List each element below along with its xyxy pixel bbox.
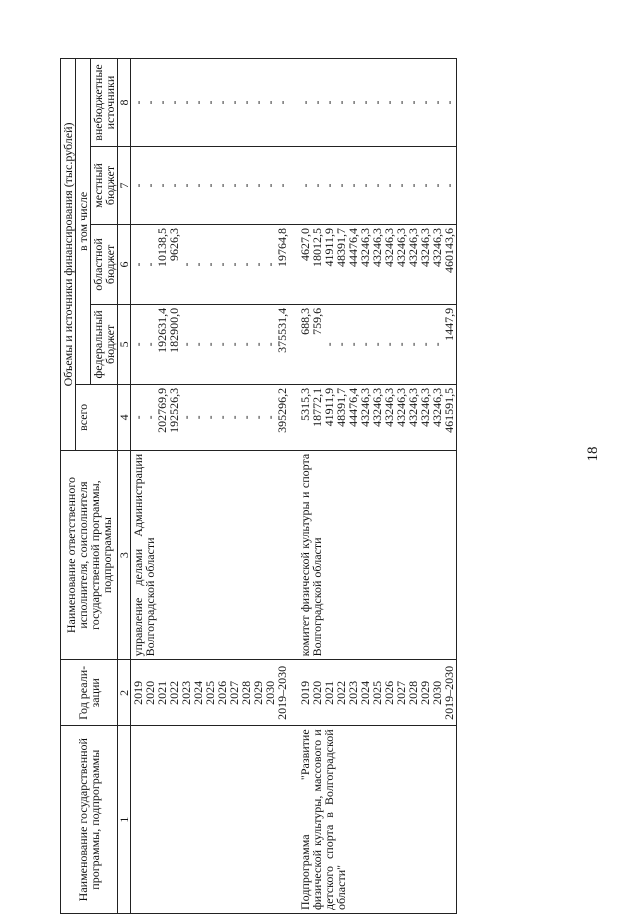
table-cell-value: 43246,3 — [430, 227, 444, 267]
table-cell-value: - — [418, 100, 432, 105]
header-col4: всего — [76, 384, 118, 450]
table-cell-value: 41911,9 — [322, 227, 336, 267]
table-cell-value: - — [203, 342, 217, 347]
table-cell-value: 44476,4 — [346, 387, 360, 427]
table-cell-value: - — [358, 100, 372, 105]
table-cell-value: 2024 — [191, 680, 205, 705]
table-cell-value: - — [239, 342, 253, 347]
table-cell-value: 2026 — [382, 680, 396, 705]
table-cell-value: - — [322, 183, 336, 188]
block2-name: Подпрограмма "Развитие физической культуры, массового и детского спорта в Волгоградской области" — [289, 726, 457, 914]
table-cell-value: - — [203, 415, 217, 420]
table-cell-value: - — [227, 415, 241, 420]
table-cell-value: - — [298, 183, 312, 188]
table-cell-value: 18772,1 — [310, 387, 324, 427]
table-cell-value: - — [251, 183, 265, 188]
table-cell-value: 43246,3 — [418, 387, 432, 427]
index-row — [118, 59, 131, 914]
table-cell-value: - — [131, 100, 145, 105]
table-cell-value: - — [227, 183, 241, 188]
table-cell-value: - — [346, 100, 360, 105]
table-cell-value: 44476,4 — [346, 227, 360, 267]
table-cell-value: 43246,3 — [358, 227, 372, 267]
block1-name — [131, 726, 290, 914]
table-cell-value: 461591,5 — [442, 387, 456, 433]
header-row-1 — [61, 59, 76, 914]
table-cell-value: - — [191, 415, 205, 420]
table-cell-value: - — [227, 342, 241, 347]
table-cell-value: 395296,2 — [275, 387, 289, 433]
table-cell-value: 2019 — [298, 680, 312, 705]
table-cell-value: - — [370, 342, 384, 347]
index-cell: 4 — [118, 384, 131, 450]
page-number: 18 — [585, 446, 601, 462]
table-cell-value: - — [131, 183, 145, 188]
table-cell-value: - — [418, 183, 432, 188]
table-cell-value: 192526,3 — [167, 387, 181, 433]
table-cell-value: 2027 — [227, 680, 241, 705]
table-cell-value: 41911,9 — [322, 387, 336, 427]
table-cell-value: 19764,8 — [275, 227, 289, 267]
block1-executor: управление делами Администрации Волгоградской области — [131, 450, 290, 660]
table-cell-value: - — [191, 183, 205, 188]
table-cell-value: 2020 — [143, 680, 157, 705]
table-cell-value: - — [131, 262, 145, 267]
table-cell-value: 43246,3 — [406, 387, 420, 427]
table-cell-value: 2024 — [358, 680, 372, 705]
table-cell-value: 688,3 — [298, 307, 312, 335]
block2-total — [289, 384, 457, 450]
table-cell-value: - — [346, 183, 360, 188]
table-cell-value: - — [310, 100, 324, 105]
header-col5: федеральный бюджет — [91, 304, 118, 384]
table-cell-value: 43246,3 — [358, 387, 372, 427]
table-cell-value: - — [430, 100, 444, 105]
table-cell-value: 43246,3 — [394, 227, 408, 267]
block1-local — [131, 147, 290, 225]
table-cell-value: - — [382, 342, 396, 347]
block1-federal — [131, 304, 290, 384]
header-col6: областной бюджет — [91, 224, 118, 304]
table-cell-value: 202769,9 — [155, 387, 169, 433]
table-cell-value: 2020 — [310, 680, 324, 705]
table-cell-value: - — [406, 342, 420, 347]
table-cell-value: - — [227, 100, 241, 105]
block2-federal — [289, 304, 457, 384]
table-cell-value: 2019–2030 — [442, 665, 456, 720]
table-cell-value: - — [203, 262, 217, 267]
table-cell-value: - — [155, 183, 169, 188]
table-cell-value: - — [406, 183, 420, 188]
table-cell-value: - — [358, 342, 372, 347]
table-cell-value: 2029 — [251, 680, 265, 705]
table-cell-value: 2028 — [406, 680, 420, 705]
table-cell-value: - — [179, 342, 193, 347]
table-cell-value: 2023 — [346, 680, 360, 705]
table-cell-value: 43246,3 — [406, 227, 420, 267]
table-cell-value: - — [179, 183, 193, 188]
table-cell-value: 2019–2030 — [275, 665, 289, 720]
table-cell-value: 48391,7 — [334, 387, 348, 427]
table-cell-value: 2021 — [322, 680, 336, 705]
index-cell: 7 — [118, 147, 131, 225]
table-cell-value: - — [239, 100, 253, 105]
table-cell-value: - — [215, 262, 229, 267]
financing-table — [60, 58, 457, 914]
block2-years — [289, 660, 457, 726]
table-cell-value: - — [322, 100, 336, 105]
table-cell-value: 43246,3 — [370, 227, 384, 267]
table-cell-value: 4627,0 — [298, 227, 312, 261]
table-cell-value: 43246,3 — [430, 387, 444, 427]
table-cell-value: 2022 — [167, 680, 181, 705]
header-in-total: в том числе — [76, 59, 91, 385]
table-cell-value: - — [370, 183, 384, 188]
block1-regional — [131, 224, 290, 304]
table-cell-value: - — [167, 100, 181, 105]
table-cell-value: - — [251, 342, 265, 347]
table-cell-value: - — [394, 342, 408, 347]
table-cell-value: 460143,6 — [442, 227, 456, 273]
table-cell-value: - — [143, 183, 157, 188]
header-col3: Наименование ответственного исполнителя, соисполнителя государственной программы, подпрограммы — [61, 450, 118, 660]
table-cell-value: 375531,4 — [275, 307, 289, 353]
block2-executor: комитет физической культуры и спорта Волгоградской области — [289, 450, 457, 660]
table-cell-value: 43246,3 — [418, 227, 432, 267]
table-cell-value: - — [382, 100, 396, 105]
table-cell-value: - — [143, 342, 157, 347]
table-cell-value: - — [203, 100, 217, 105]
table-cell-value: - — [310, 183, 324, 188]
table-cell-value: - — [155, 100, 169, 105]
table-cell-value: - — [215, 183, 229, 188]
table-cell-value: - — [251, 415, 265, 420]
index-cell: 6 — [118, 224, 131, 304]
header-col-group: Объемы и источники финансирования (тыс.рублей) — [61, 59, 76, 451]
index-cell: 2 — [118, 660, 131, 726]
table-cell-value: - — [263, 100, 277, 105]
block1-years — [131, 660, 290, 726]
table-cell-value: - — [251, 100, 265, 105]
table-cell-value: 2019 — [131, 680, 145, 705]
table-cell-value: - — [275, 183, 289, 188]
table-cell-value: - — [263, 415, 277, 420]
table-cell-value: - — [263, 262, 277, 267]
table-cell-value: 43246,3 — [382, 227, 396, 267]
block1-total — [131, 384, 290, 450]
table-cell-value: - — [263, 342, 277, 347]
block1-row — [131, 59, 290, 914]
table-cell-value: 2025 — [370, 680, 384, 705]
table-cell-value: 18012,5 — [310, 227, 324, 267]
table-cell-value: - — [239, 183, 253, 188]
table-cell-value: 9626,3 — [167, 227, 181, 261]
table-cell-value: - — [442, 100, 456, 105]
table-cell-value: 182900,0 — [167, 307, 181, 353]
table-cell-value: - — [179, 100, 193, 105]
table-cell-value: 2027 — [394, 680, 408, 705]
table-cell-value: - — [394, 183, 408, 188]
table-cell-value: - — [382, 183, 396, 188]
table-cell-value: 2022 — [334, 680, 348, 705]
table-cell-value: - — [406, 100, 420, 105]
table-cell-value: - — [215, 342, 229, 347]
header-col1: Наименование государственной программы, подпрограммы — [61, 726, 118, 914]
block2-regional — [289, 224, 457, 304]
index-cell: 1 — [118, 726, 131, 914]
table-cell-value: 43246,3 — [370, 387, 384, 427]
index-cell: 8 — [118, 59, 131, 147]
index-cell: 5 — [118, 304, 131, 384]
table-cell-value: - — [191, 262, 205, 267]
table-cell-value: - — [143, 415, 157, 420]
header-col8: внебюджетные источники — [91, 59, 118, 147]
table-cell-value: 2029 — [418, 680, 432, 705]
table-cell-value: - — [215, 415, 229, 420]
table-cell-value: - — [167, 183, 181, 188]
table-cell-value: 2026 — [215, 680, 229, 705]
table-cell-value: 192631,4 — [155, 307, 169, 353]
table-cell-value: - — [322, 342, 336, 347]
table-cell-value: - — [251, 262, 265, 267]
table-cell-value: 2030 — [430, 680, 444, 705]
block2-extra — [289, 59, 457, 147]
table-cell-value: 10138,5 — [155, 227, 169, 267]
table-cell-value: - — [179, 262, 193, 267]
table-cell-value: - — [143, 262, 157, 267]
table-cell-value: 2025 — [203, 680, 217, 705]
table-cell-value: 2023 — [179, 680, 193, 705]
table-cell-value: - — [215, 100, 229, 105]
table-cell-value: - — [191, 342, 205, 347]
table-cell-value: 759,6 — [310, 307, 324, 335]
block1-extra — [131, 59, 290, 147]
table-cell-value: - — [131, 342, 145, 347]
table-cell-value: 2030 — [263, 680, 277, 705]
table-cell-value: - — [203, 183, 217, 188]
table-cell-value: - — [370, 100, 384, 105]
table-cell-value: 48391,7 — [334, 227, 348, 267]
table-cell-value: - — [275, 100, 289, 105]
table-cell-value: 43246,3 — [394, 387, 408, 427]
table-cell-value: 1447,9 — [442, 307, 456, 341]
table-cell-value: - — [227, 262, 241, 267]
table-cell-value: - — [394, 100, 408, 105]
table-cell-value: - — [418, 342, 432, 347]
block2-local — [289, 147, 457, 225]
table-cell-value: - — [430, 183, 444, 188]
table-cell-value: - — [191, 100, 205, 105]
table-cell-value: - — [334, 100, 348, 105]
table-cell-value: - — [239, 415, 253, 420]
table-cell-value: - — [143, 100, 157, 105]
table-cell-value: - — [298, 100, 312, 105]
table-cell-value: - — [358, 183, 372, 188]
header-col7: местный бюджет — [91, 147, 118, 225]
table-cell-value: 5315,3 — [298, 387, 312, 421]
table-cell-value: 2021 — [155, 680, 169, 705]
header-col2: Год реали-зации — [61, 660, 118, 726]
index-cell: 3 — [118, 450, 131, 660]
table-cell-value: - — [179, 415, 193, 420]
table-cell-value: - — [346, 342, 360, 347]
table-cell-value: 43246,3 — [382, 387, 396, 427]
table-cell-value: - — [131, 415, 145, 420]
table-cell-value: - — [334, 342, 348, 347]
table-cell-value: - — [430, 342, 444, 347]
block2-row — [289, 59, 457, 914]
table-cell-value: - — [442, 183, 456, 188]
table-cell-value: - — [263, 183, 277, 188]
table-cell-value: - — [334, 183, 348, 188]
table-cell-value: 2028 — [239, 680, 253, 705]
table-cell-value: - — [239, 262, 253, 267]
